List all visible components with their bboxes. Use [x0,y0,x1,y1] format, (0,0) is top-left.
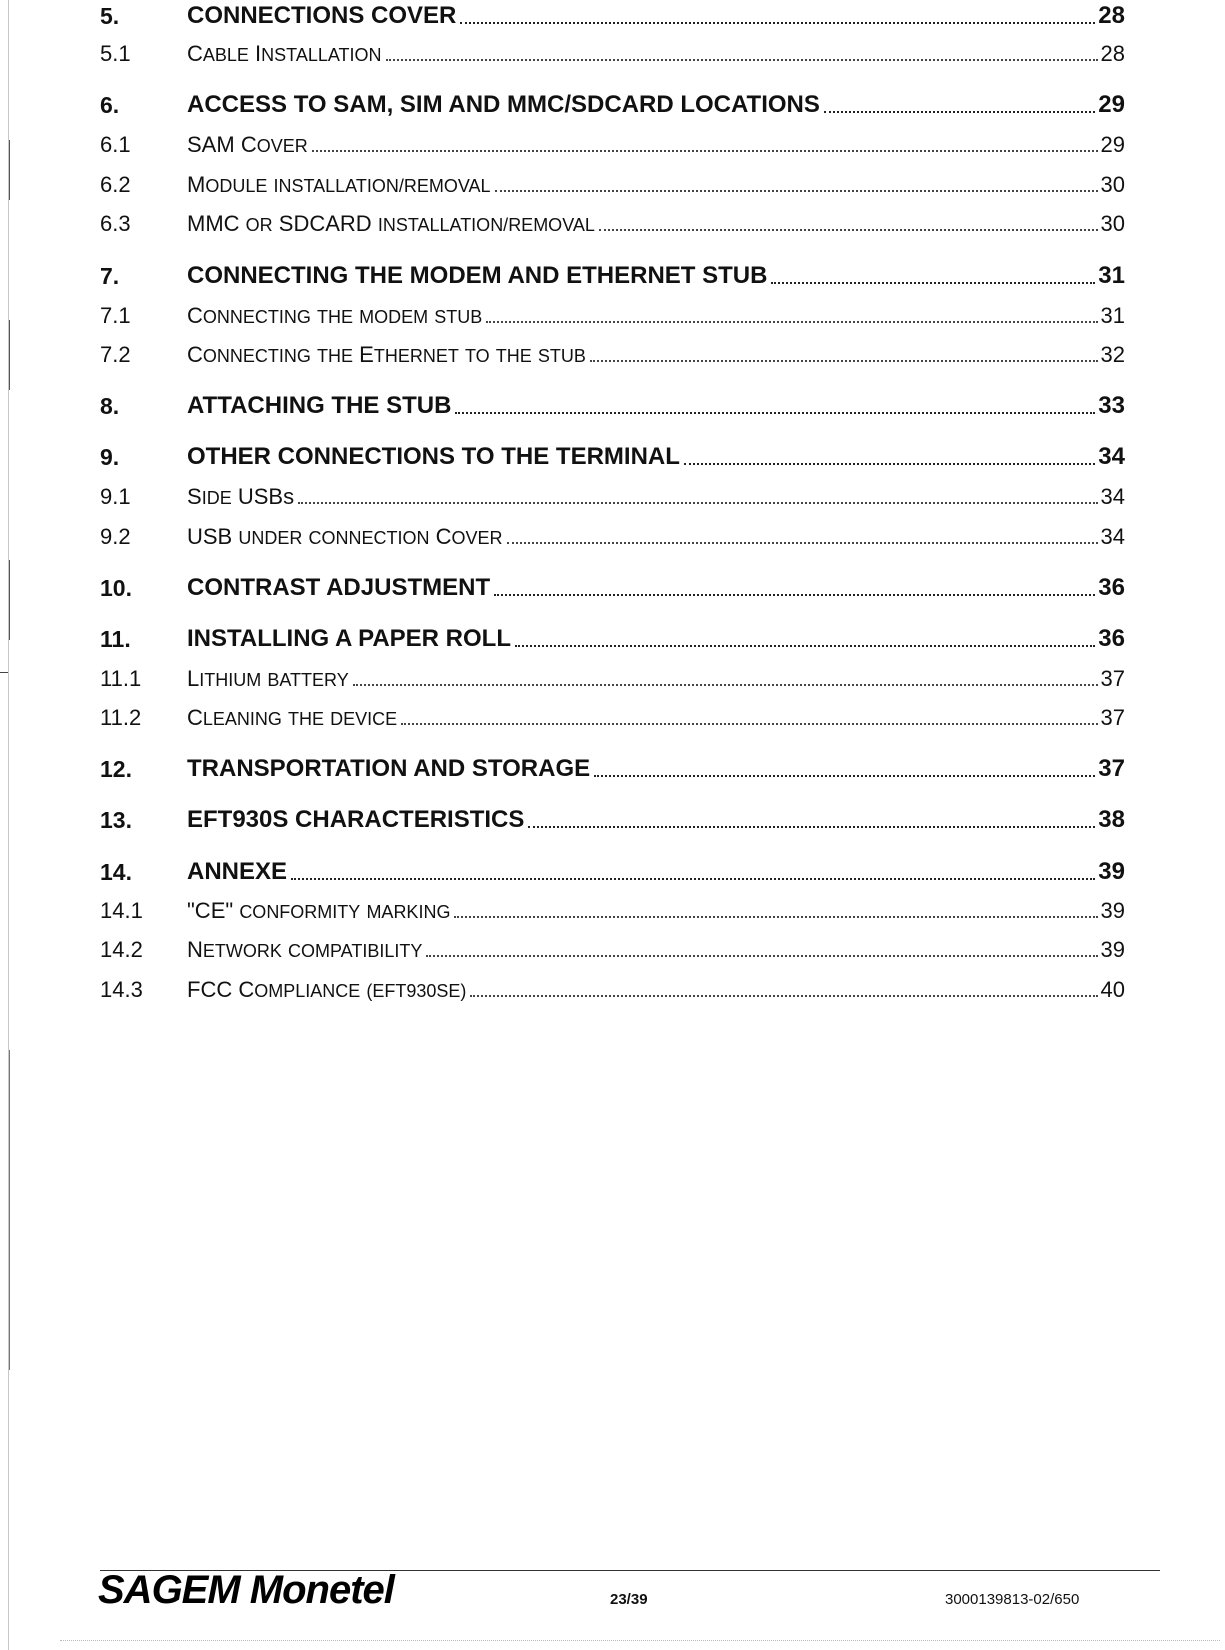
toc-entry-number: 5. [100,3,120,29]
toc-entry-title: ATTACHING THE STUB [187,392,452,419]
scan-edge [8,0,9,1650]
toc-entry-number: 5.1 [100,41,131,66]
toc-entry-page: 29 [1098,91,1125,118]
dot-leader [298,502,1097,504]
toc-entry-title: "CE" CONFORMITY MARKING [187,898,451,923]
toc-entry-title: ACCESS TO SAM, SIM AND MMC/SDCARD LOCATIONS [187,91,820,118]
toc-entry-number: 10. [100,575,132,601]
toc-entry[interactable] [100,856,1125,886]
toc-entry-number: 9.2 [100,524,131,549]
toc-entry-title: CONTRAST ADJUSTMENT [187,574,491,601]
toc-entry-title: INSTALLING A PAPER ROLL [187,625,511,652]
toc-entry-number: 7.2 [100,342,131,367]
dot-leader [486,321,1097,323]
dot-leader [386,59,1098,61]
toc-entry[interactable] [100,753,1125,783]
toc-entry-page: 38 [1098,806,1125,833]
toc-entry-title: EFT930S CHARACTERISTICS [187,806,525,833]
dot-leader [454,916,1097,918]
scan-noise [60,1640,1220,1641]
scan-edge-mark [9,140,10,200]
toc-entry-page: 34 [1100,524,1125,549]
dot-leader [312,150,1098,152]
toc-entry[interactable] [100,480,1125,510]
dot-leader [515,645,1095,647]
toc-entry[interactable] [100,207,1125,237]
toc-entry-number: 14.1 [100,898,143,923]
dot-leader [401,723,1097,725]
sagem-monetel-logo: SAGEM Monetel [98,1568,394,1612]
toc-entry-number: 6.2 [100,172,131,197]
dot-leader [824,111,1095,113]
toc-entry-page: 37 [1100,705,1125,730]
toc-entry-number: 14. [100,859,132,885]
toc-entry-title: CONNECTIONS COVER [187,2,457,29]
toc-entry-number: 8. [100,393,120,419]
dot-leader [590,360,1098,362]
toc-entry-title: CLEANING THE DEVICE [187,705,398,730]
toc-entry[interactable] [100,933,1125,963]
toc-entry[interactable] [100,894,1125,924]
dot-leader [460,22,1095,24]
toc-entry-number: 12. [100,756,132,782]
dot-leader [426,955,1097,957]
toc-entry-number: 9. [100,444,120,470]
dot-leader [594,775,1095,777]
toc-entry-title: CONNECTING THE MODEM AND ETHERNET STUB [187,262,768,289]
toc-entry-page: 28 [1098,2,1125,29]
toc-entry[interactable] [100,623,1125,653]
toc-entry-page: 34 [1100,484,1125,509]
toc-entry-page: 31 [1100,303,1125,328]
toc-entry[interactable] [100,37,1125,67]
toc-entry-title: OTHER CONNECTIONS TO THE TERMINAL [187,443,680,470]
toc-entry-number: 7. [100,263,120,289]
toc-entry[interactable] [100,0,1125,30]
dot-leader [599,229,1098,231]
toc-entry-title: CONNECTING THE MODEM STUB [187,303,483,328]
dot-leader [528,826,1095,828]
toc-entry-title: SIDE USBs [187,484,295,509]
toc-entry[interactable] [100,441,1125,471]
dot-leader [771,282,1095,284]
toc-entry-page: 30 [1100,211,1125,236]
scan-edge-mark [9,560,10,640]
toc-entry-number: 9.1 [100,484,131,509]
toc-entry-number: 14.3 [100,977,143,1002]
toc-entry-page: 33 [1098,392,1125,419]
scan-edge-mark [9,1050,10,1370]
toc-entry-title: CONNECTING THE ETHERNET TO THE STUB [187,342,586,367]
toc-entry-title: LITHIUM BATTERY [187,666,349,691]
toc-entry[interactable] [100,520,1125,550]
toc-entry[interactable] [100,128,1125,158]
toc-entry[interactable] [100,338,1125,368]
toc-entry[interactable] [100,973,1125,1003]
scan-edge-mark [9,320,10,390]
toc-entry[interactable] [100,804,1125,834]
toc-entry-page: 28 [1100,41,1125,66]
toc-entry-title: USB UNDER CONNECTION COVER [187,524,503,549]
toc-entry[interactable] [100,662,1125,692]
toc-entry-page: 34 [1098,443,1125,470]
toc-entry-number: 6.1 [100,132,131,157]
document-reference: 3000139813-02/650 [945,1591,1080,1608]
toc-entry-page: 30 [1100,172,1125,197]
toc-entry-page: 31 [1098,262,1125,289]
page-number: 23/39 [610,1591,648,1608]
toc-entry-title: MMC OR SDCARD INSTALLATION/REMOVAL [187,211,595,236]
dot-leader [494,594,1095,596]
toc-entry[interactable] [100,168,1125,198]
toc-entry-number: 6. [100,92,120,118]
toc-entry[interactable] [100,572,1125,602]
toc-entry-page: 40 [1100,977,1125,1002]
toc-entry-number: 11. [100,626,131,652]
toc-entry-page: 36 [1098,625,1125,652]
toc-entry-title: TRANSPORTATION AND STORAGE [187,755,591,782]
toc-entry-title: CABLE INSTALLATION [187,41,382,66]
dot-leader [684,463,1095,465]
toc-entry-number: 13. [100,807,132,833]
toc-entry-title: MODULE INSTALLATION/REMOVAL [187,172,491,197]
toc-entry-page: 37 [1100,666,1125,691]
toc-entry[interactable] [100,299,1125,329]
dot-leader [507,542,1098,544]
dot-leader [353,684,1098,686]
toc-entry-page: 39 [1100,937,1125,962]
toc-entry-page: 36 [1098,574,1125,601]
toc-entry[interactable] [100,89,1125,119]
dot-leader [291,878,1095,880]
margin-tick [0,672,8,673]
toc-entry-page: 29 [1100,132,1125,157]
toc-entry-number: 6.3 [100,211,131,236]
toc-entry-title: FCC COMPLIANCE (EFT930SE) [187,977,467,1002]
toc-entry-number: 11.1 [100,666,142,691]
toc-entry-title: ANNEXE [187,858,288,885]
toc-entry-page: 37 [1098,755,1125,782]
toc-entry[interactable] [100,390,1125,420]
dot-leader [470,995,1097,997]
dot-leader [455,412,1095,414]
toc-entry-number: 7.1 [100,303,131,328]
toc-entry-title: NETWORK COMPATIBILITY [187,937,423,962]
toc-entry-page: 39 [1098,858,1125,885]
toc-entry-page: 32 [1100,342,1125,367]
toc-entry-number: 14.2 [100,937,143,962]
toc-entry-page: 39 [1100,898,1125,923]
toc-entry[interactable] [100,701,1125,731]
toc-entry-number: 11.2 [100,705,142,730]
toc-entry-title: SAM COVER [187,132,308,157]
toc-entry[interactable] [100,260,1125,290]
dot-leader [495,190,1098,192]
